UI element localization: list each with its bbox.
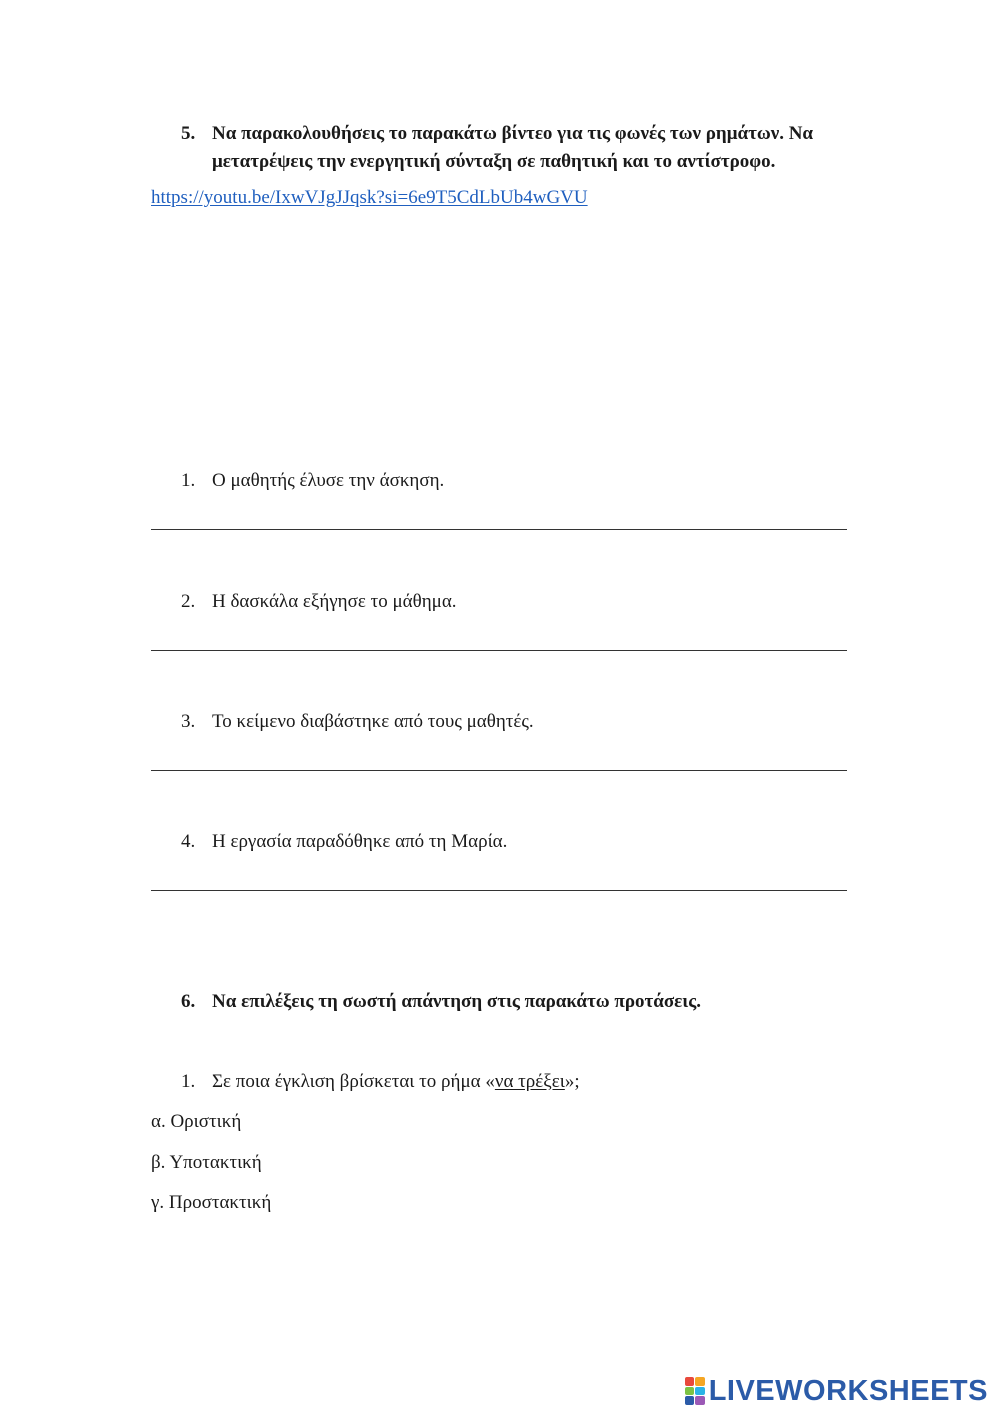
answer-line-4[interactable]	[151, 890, 847, 891]
exercise-item-3	[181, 710, 781, 734]
question-text	[212, 1070, 580, 1094]
option-a[interactable]: α. Οριστική	[151, 1111, 242, 1132]
question-verb: να τρέξει	[494, 1071, 565, 1092]
option-c[interactable]: γ. Προστακτική	[151, 1192, 272, 1213]
question-1	[181, 1070, 781, 1094]
question-text-before: Σε ποια έγκλιση βρίσκεται το ρήμα «	[212, 1071, 495, 1092]
item-number: 3.	[181, 711, 196, 732]
badge-cell	[695, 1377, 705, 1386]
section-6-heading	[181, 988, 881, 1016]
section-5-heading	[181, 120, 881, 176]
answer-line-2[interactable]	[151, 650, 847, 651]
answer-line-3[interactable]	[151, 770, 847, 771]
badge-cell	[695, 1387, 705, 1396]
exercise-item-4	[181, 830, 781, 854]
question-text-after: »;	[564, 1071, 580, 1092]
question-number: 1.	[181, 1071, 196, 1092]
badge-cell	[695, 1396, 705, 1405]
option-b[interactable]: β. Υποτακτική	[151, 1152, 262, 1173]
badge-cell	[685, 1377, 695, 1386]
item-sentence: Η εργασία παραδόθηκε από τη Μαρία.	[212, 831, 508, 852]
item-sentence: Η δασκάλα εξήγησε το μάθημα.	[212, 591, 457, 612]
exercise-item-2	[181, 590, 781, 614]
exercise-item-1	[181, 469, 781, 493]
item-number: 2.	[181, 591, 196, 612]
badge-cell	[685, 1396, 695, 1405]
item-number: 4.	[181, 831, 196, 852]
section-5-title: Να παρακολουθήσεις το παρακάτω βίντεο για τις φωνές των ρημάτων. Να μετατρέψεις την ενεργητική σύνταξη σε παθητική και το αντίστροφο.	[212, 123, 814, 172]
badge-cell	[685, 1387, 695, 1396]
item-sentence: Ο μαθητής έλυσε την άσκηση.	[212, 470, 445, 491]
video-link[interactable]: https://youtu.be/IxwVJgJJqsk?si=6e9T5CdLbUb4wGVU	[151, 187, 588, 208]
section-6-title: Να επιλέξεις τη σωστή απάντηση στις παρακάτω προτάσεις.	[212, 991, 701, 1012]
section-6-number: 6.	[181, 991, 196, 1012]
logo-text: LIVEWORKSHEETS	[708, 1374, 988, 1407]
liveworksheets-logo	[685, 1374, 988, 1408]
item-sentence: Το κείμενο διαβάστηκε από τους μαθητές.	[212, 711, 534, 732]
answer-line-1[interactable]	[151, 529, 847, 530]
logo-badge-icon	[685, 1377, 705, 1405]
section-5-number: 5.	[181, 123, 196, 144]
item-number: 1.	[181, 470, 196, 491]
